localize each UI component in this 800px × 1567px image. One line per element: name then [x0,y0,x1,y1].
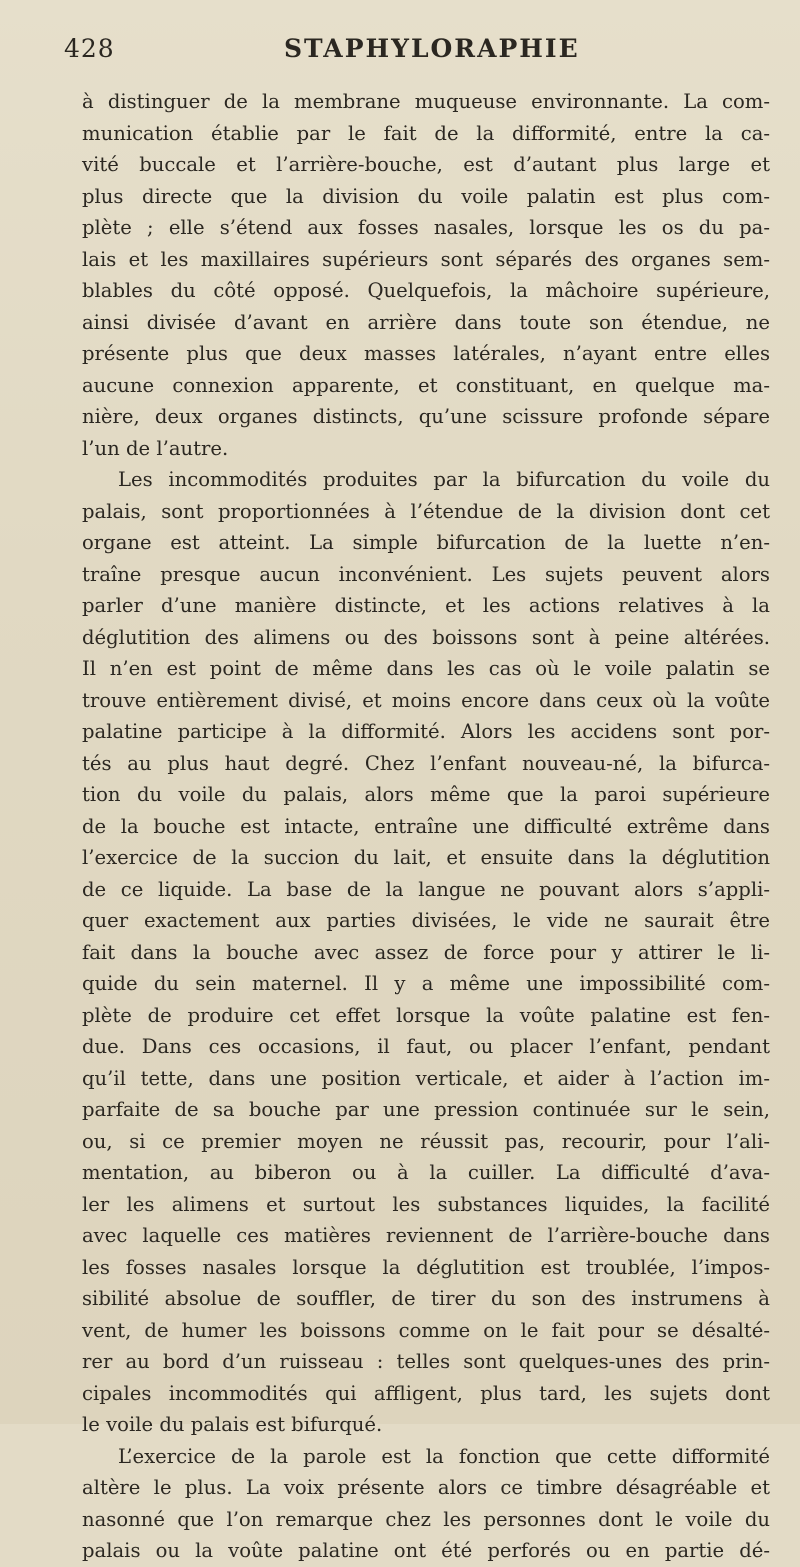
text-line: à distinguer de la membrane muqueuse environnante. La com- [82,90,770,113]
text-line: quide du sein maternel. Il y a même une impossibilité com- [82,972,770,995]
text-line: L’exercice de la parole est la fonction que cette difformité [118,1444,770,1468]
text-line: de la bouche est intacte, entraîne une difficulté extrême dans [82,814,770,838]
text-line: l’exercice de la succion du lait, et ensuite dans la déglutition [82,846,770,869]
text-line: vent, de humer les boissons comme on le fait pour se désalté- [82,1318,770,1342]
text-line: fait dans la bouche avec assez de force pour y attirer le li- [82,940,770,964]
text-line: lais et les maxillaires supérieurs sont séparés des organes sem- [82,247,770,271]
text-line: l’un de l’autre. [82,436,229,460]
text-line: altère le plus. La voix présente alors ce timbre désagréable et [82,1476,770,1499]
running-title: STAPHYLORAPHIE [284,34,580,63]
text-line: de ce liquide. La base de la langue ne pouvant alors s’appli- [82,877,770,901]
text-line: due. Dans ces occasions, il faut, ou placer l’enfant, pendant [82,1035,770,1058]
text-line: tion du voile du palais, alors même que la paroi supérieure [82,783,770,806]
text-line: plète ; elle s’étend aux fosses nasales, lorsque les os du pa- [82,216,770,239]
page-number: 428 [64,34,115,63]
text-line: aucune connexion apparente, et constituant, en quelque ma- [82,373,770,397]
text-line: nière, deux organes distincts, qu’une scissure profonde sépare [82,405,770,428]
paragraph-2 [82,464,770,1441]
text-line: tés au plus haut degré. Chez l’enfant nouveau-né, la bifurca- [82,751,770,775]
paragraph-3 [82,1441,770,1567]
text-line: plète de produire cet effet lorsque la voûte palatine est fen- [82,1003,770,1027]
text-line: le voile du palais est bifurqué. [82,1413,383,1436]
text-line: blables du côté opposé. Quelquefois, la mâchoire supérieure, [82,279,770,302]
text-line: mentation, au biberon ou à la cuiller. La difficulté d’ava- [82,1161,770,1184]
text-line: déglutition des alimens ou des boissons sont à peine altérées. [82,625,770,649]
paragraph-1 [82,86,770,464]
text-line: palatine participe à la difformité. Alors les accidens sont por- [82,720,770,743]
text-line: organe est atteint. La simple bifurcation de la luette n’en- [82,531,770,554]
text-line: cipales incommodités qui affligent, plus tard, les sujets dont [82,1381,770,1405]
text-line: palais ou la voûte palatine ont été perforés ou en partie dé- [82,1539,770,1562]
text-line: munication établie par le fait de la difformité, entre la ca- [82,121,770,145]
text-line: présente plus que deux masses latérales, n’ayant entre elles [82,342,770,365]
text-line: ainsi divisée d’avant en arrière dans toute son étendue, ne [82,310,770,334]
text-line: trouve entièrement divisé, et moins encore dans ceux où la voûte [82,688,770,712]
text-line: ler les alimens et surtout les substances liquides, la facilité [82,1192,770,1216]
text-line: quer exactement aux parties divisées, le vide ne saurait être [82,909,770,932]
text-line: sibilité absolue de souffler, de tirer du son des instrumens à [82,1287,770,1310]
text-line: parler d’une manière distincte, et les actions relatives à la [82,594,770,617]
text-line: traîne presque aucun inconvénient. Les sujets peuvent alors [82,562,770,586]
text-line: qu’il tette, dans une position verticale, et aider à l’action im- [82,1066,770,1090]
text-line: plus directe que la division du voile palatin est plus com- [82,184,770,208]
text-line: rer au bord d’un ruisseau : telles sont quelques-unes des prin- [82,1350,770,1373]
text-line: ou, si ce premier moyen ne réussit pas, recourir, pour l’ali- [82,1129,770,1153]
text-line: Les incommodités produites par la bifurcation du voile du [118,468,770,491]
text-line: les fosses nasales lorsque la déglutition est troublée, l’impos- [82,1255,770,1279]
text-line: Il n’en est point de même dans les cas où le voile palatin se [82,657,770,680]
text-line: parfaite de sa bouche par une pression continuée sur le sein, [82,1098,770,1121]
text-line: avec laquelle ces matières reviennent de l’arrière-bouche dans [82,1224,770,1247]
text-line: palais, sont proportionnées à l’étendue de la division dont cet [82,499,770,523]
body-text [82,86,770,1567]
page-header [64,34,760,74]
text-line: vité buccale et l’arrière-bouche, est d’autant plus large et [82,153,770,176]
text-line: nasonné que l’on remarque chez les personnes dont le voile du [82,1507,770,1531]
